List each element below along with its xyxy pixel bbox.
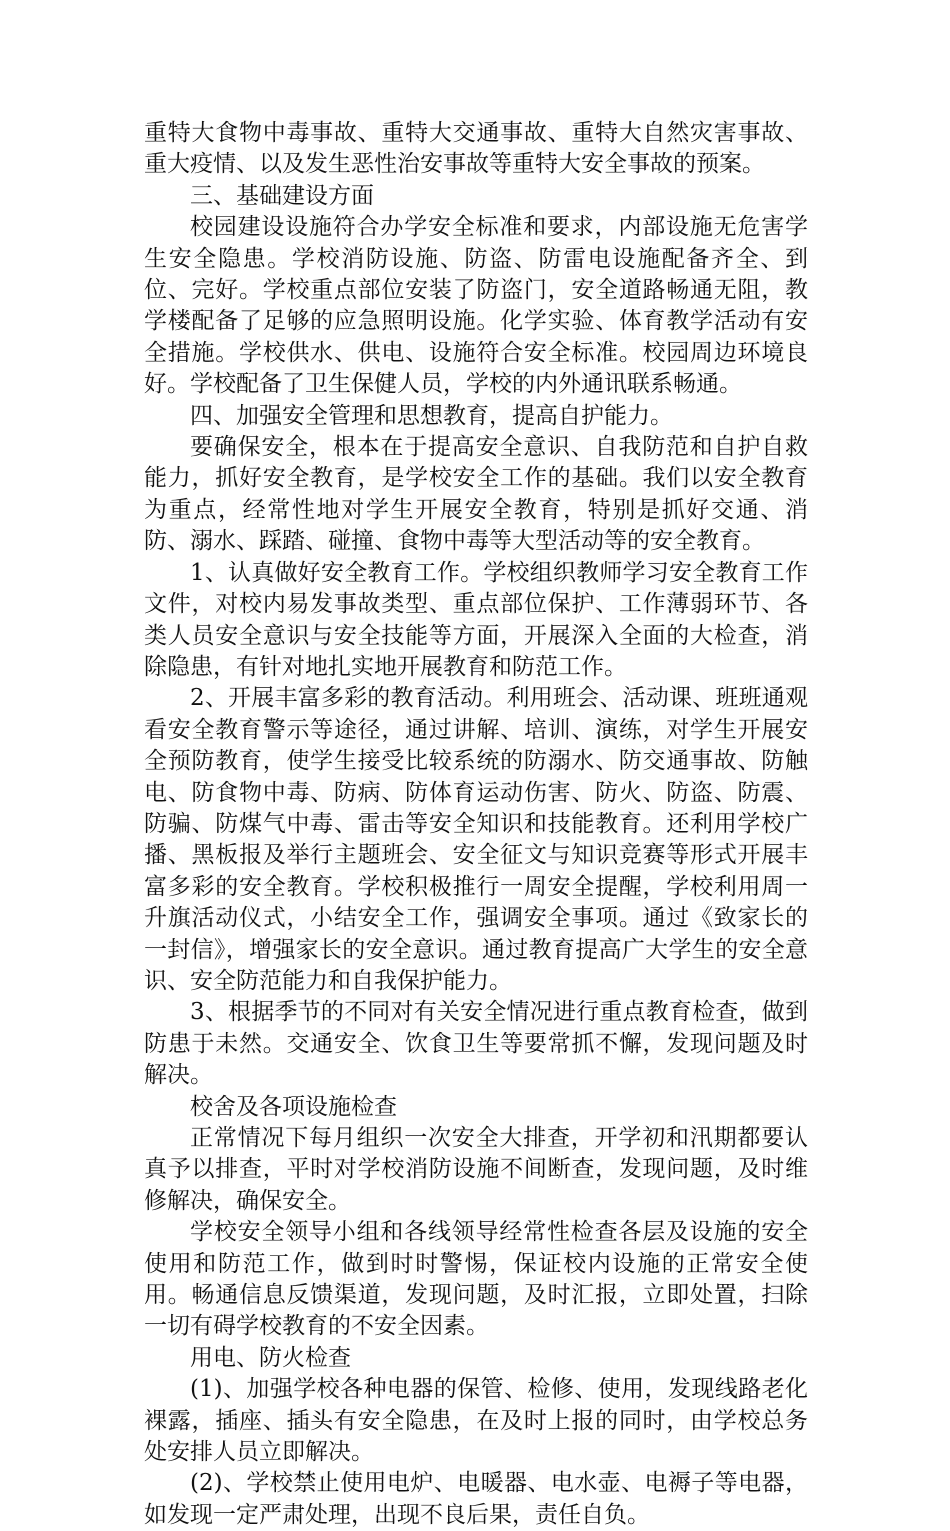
paragraph-continued: 重特大食物中毒事故、重特大交通事故、重特大自然灾害事故、重大疫情、以及发生恶性治安事故等重特大安全事故的预案。 [144,120,808,178]
paragraph: 2、开展丰富多彩的教育活动。利用班会、活动课、班班通观看安全教育警示等途径，通过讲解、培训、演练，对学生开展安全预防教育，使学生接受比较系统的防溺水、防交通事故、防触电、防食物中毒、防病、防体育运动伤害、防火、防盗、防震、防骗、防煤气中毒、雷击等安全知识和技能教育。还利用学校广播、黑板报及举行主题班会、安全征文与知识竞赛等形式开展丰富多彩的安全教育。学校积极推行一周安全提醒，学校利用周一升旗活动仪式，小结安全工作，强调安全事项。通过《致家长的一封信》，增强家长的安全意识。通过教育提高广大学生的安全意识、安全防范能力和自我保护能力。 [144,685,808,994]
paragraph: 正常情况下每月组织一次安全大排查，开学初和汛期都要认真予以排查，平时对学校消防设施不间断查，发现问题，及时维修解决，确保安全。 [144,1125,808,1214]
section-heading-safety-management: 四、加强安全管理和思想教育，提高自护能力。 [190,402,673,429]
paragraph: 1、认真做好安全教育工作。学校组织教师学习安全教育工作文件，对校内易发事故类型、重点部位保护、工作薄弱环节、各类人员安全意识与安全技能等方面，开展深入全面的大检查，消除隐患，有针对地扎实地开展教育和防范工作。 [144,559,808,680]
paragraph: (1)、加强学校各种电器的保管、检修、使用，发现线路老化裸露，插座、插头有安全隐患，在及时上报的同时，由学校总务处安排人员立即解决。 [144,1376,808,1466]
paragraph: 要确保安全，根本在于提高安全意识、自我防范和自护自救能力，抓好安全教育，是学校安全工作的基础。我们以安全教育为重点，经常性地对学生开展安全教育，特别是抓好交通、消防、溺水、踩踏、碰撞、食物中毒等大型活动等的安全教育。 [144,434,808,555]
section-heading-electric-fire-inspection: 用电、防火检查 [190,1344,351,1371]
section-heading-infrastructure: 三、基础建设方面 [190,182,374,209]
paragraph: 校园建设设施符合办学安全标准和要求，内部设施无危害学生安全隐患。学校消防设施、防盗、防雷电设施配备齐全、到位、完好。学校重点部位安装了防盗门，安全道路畅通无阻，教学楼配备了足够的应急照明设施。化学实验、体育教学活动有安全措施。学校供水、供电、设施符合安全标准。校园周边环境良好。学校配备了卫生保健人员，学校的内外通讯联系畅通。 [144,214,808,398]
section-heading-facility-inspection: 校舍及各项设施检查 [190,1093,397,1120]
document-body [144,118,808,1531]
paragraph: (2)、学校禁止使用电炉、电暖器、电水壶、电褥子等电器，如发现一定严肃处理，出现不良后果，责任自负。 [144,1470,808,1528]
paragraph: 学校安全领导小组和各线领导经常性检查各层及设施的安全使用和防范工作，做到时时警惕，保证校内设施的正常安全使用。畅通信息反馈渠道，发现问题，及时汇报，立即处置，扫除一切有碍学校教育的不安全因素。 [144,1219,808,1340]
paragraph: 3、根据季节的不同对有关安全情况进行重点教育检查，做到防患于未然。交通安全、饮食卫生等要常抓不懈，发现问题及时解决。 [144,999,808,1089]
